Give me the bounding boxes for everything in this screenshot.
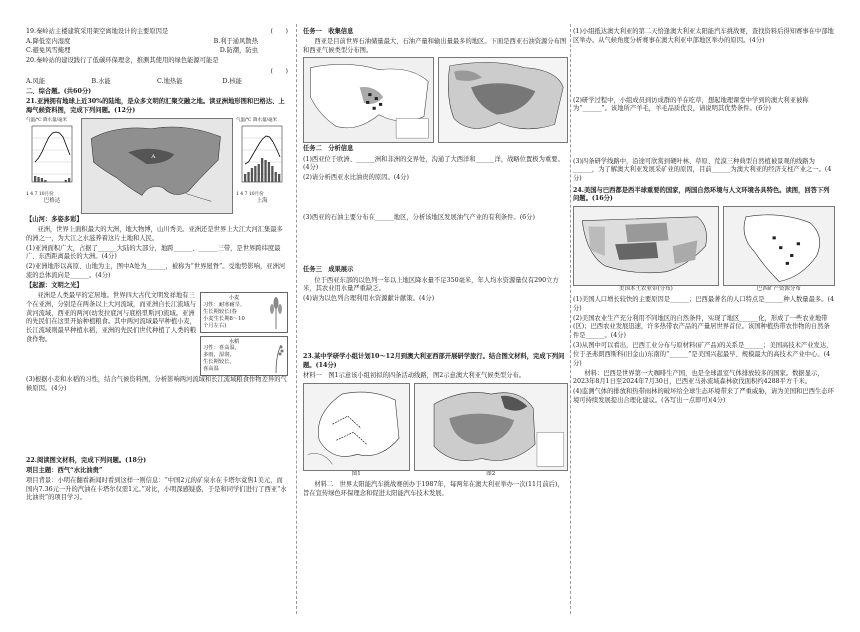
option-c: C.避免风雪掩埋 [26, 46, 71, 54]
q24-sub3: (3)从图中可以看出，巴西工业分布与原材料(矿产品)的关系是______；美国高技术产业发达，位于圣弗朗西斯科(旧金山)东南的“______”是美国兴起最早、规模最大的高技术产业中心。(4分) [573, 342, 833, 367]
svg-text:A: A [151, 154, 156, 160]
q23-material2: 材料二 世界太阳能汽车挑战赛创办于1987年，每两年在澳大利亚举办一次(11月前后)，旨在宣传绿色环保理念和促进太阳能汽车技术发展。 [303, 480, 564, 497]
q19-stem: 19.秦岭站主楼建筑采用架空离地设计的主要原因是 ( ) [26, 28, 288, 35]
column-divider-2 [570, 24, 571, 614]
option-b: B.利于通风散热 [213, 38, 258, 46]
option-a: A.降低室内湿度 [26, 38, 71, 46]
column-middle [303, 28, 568, 632]
q20-options: A.风能 B.水能 C.地热能 D.核能 [26, 77, 242, 85]
option-d: D.防潮，防虫 [219, 46, 258, 54]
task2-q1: (1)西亚位于欧洲、______洲和非洲的交界处，沟通了大西洋和______洋，战略位置极为重要。(4分) [303, 155, 564, 172]
usa-agri-map: 美国本土农业带(分布) [573, 206, 719, 294]
answer-space-task2-2 [303, 184, 568, 214]
q21-stem: 21.亚洲拥有地球上近30%的陆地，是众多文明的汇聚交融之地。读亚洲地形图和巴格达、上海气候资料图，完成下列问题。(12分) [26, 98, 285, 115]
brazil-mineral-map: 巴西矿产资源分布 [723, 206, 835, 294]
asia-terrain-map [81, 118, 233, 214]
wheat-card: 小麦 习性：耐寒耐旱， 生长期较长(春 小麦生长期8～10 个月左右) [200, 292, 288, 332]
part1-text: 亚洲，世界上面积最大的大洲，地大物博，山川秀美。亚洲还是世界上大江大河汇集最多的洲之一，为大江之水滋养着这片土地和人民。 [26, 225, 283, 242]
q24-material: 材料：巴西是世界第一大咖啡生产国，也是全球温室气体排放较多的国家。数据显示，2023年8月1日至2024年7月30日，巴西亚马孙流域森林砍伐面积约4288平方千米。 [573, 369, 824, 386]
west-asia-climate-map [438, 57, 569, 143]
q19-options-2 [26, 47, 288, 56]
rice-icon [267, 339, 285, 373]
part2-text: 亚洲是人类最早的定居地。世界四大古代文明发祥地有三个在亚洲，分别是在两条以上大河流域，而亚洲自长江流域与黄河流域，西亚的两河(幼发拉底河与底格里斯河)流域。亚洲的先民们在这里开始种植粮食。其中两河流域最早种植小麦，长江流域则最早种植水稻，亚洲的先民们世代种植了人类的粮食作物。 [26, 292, 197, 343]
q21-sub3: (3)根据小麦和水稻的习性，结合气候资料图，分析影响两河流域和长江流域粮食作物差异的气候原因。(4分) [26, 375, 287, 392]
task3-q4: (4)请为以色列合理利用水资源献计献策。(4分) [303, 295, 435, 303]
part2-block [26, 292, 288, 376]
q21-sub1: (1)亚洲面积广大，占据了______大陆的大部分，地跨______、______三带，是世界跨纬度最广、东西距离最长的大洲。(4分) [26, 244, 281, 261]
q22-background: 项目背景：小明在翻看新闻时看到这样一则信息：“中国2元的矿泉水在卡塔尔竟售1美元，而国内7.36元一升的汽油在卡塔尔仅需1元。”对比，小明深感疑惑，于是和同学们进行了西亚“水比油贵”的项目学习。 [26, 476, 287, 502]
wheat-icon [267, 295, 285, 329]
fig1-routes: 图1 [303, 383, 410, 479]
task3-title: 任务三 成果展示 [303, 266, 354, 274]
task1-text: 西亚是目前世界石油储量最大，石油产量和输出量最多的地区。下面是西亚石油资源分布图和西亚气候类型分布图。 [303, 38, 567, 54]
baghdad-climate-chart: 气温/℃ 降水量/毫米 1 4 7 10月份 巴格达 [26, 118, 78, 214]
q20-stem: 20.秦岭站的建设践行了低碳环保理念，推测其使用的绿色能源可能是 [26, 57, 219, 65]
q21-sub2: (2)亚洲地形以高原、山地为主，图中A处为______，被称为“世界屋脊”。受地势影响，亚洲河流的总体流向是______。(4分) [26, 263, 286, 280]
section-2-title: 二、综合题。(共60分) [26, 88, 92, 96]
q23-stem: 23.某中学研学小组计划10～12月到澳大利亚西部开展研学旅行。结合图文材料，完成下列问题。(14分) [303, 353, 565, 370]
q24-stem: 24.美国与巴西都是西半球重要的国家，两国自然环境与人文环境各具特色。读图，回答下列问题。(16分) [573, 186, 830, 203]
q24-sub1: (1)美国人口增长较快的主要原因是______；巴西最著名的人口特点是______种人数量最多。(4分) [573, 295, 834, 312]
q23-sub2: (2)研学过程中，小组成员到访成群的羊在吃草，想起地理课堂中学到的澳大利亚被称为“______”。该地所产羊毛，羊毛品质优良，请说明其优势条件。(6分) [573, 96, 809, 113]
task2-title: 任务二 分析信息 [303, 145, 354, 153]
answer-space-23-2 [573, 116, 835, 158]
q20-paren: ( ) [270, 67, 288, 75]
q22-stem: 22.阅读图文材料，完成下列问题。(18分) [26, 456, 147, 464]
answer-space-task3 [303, 305, 568, 353]
asia-figure [26, 118, 288, 214]
q22-theme: 项目主题：西气“水比油贵” [26, 466, 103, 474]
q24-sub2: (2)美国农业生产充分利用不同地区的自然条件，实现了地区______化，形成了一些农业地带(区)；巴西农业发展迅速，许多热带农产品的产量居世界首位。该国种植热带农作物的自然条件是______。(4分) [573, 314, 830, 340]
q23-sub3: (3)四条研学线路中，沿途可欣赏到硬叶林、草原、荒漠三种典型自然植被景观的线路为______，为了解澳大利亚发展采矿业的原因，目前______为澳大利亚的经济支柱产业之一。(4分) [573, 157, 832, 182]
usa-brazil-maps [573, 206, 835, 294]
q23-material1: 材料一 图1示意该小组初拟的四条活动线路，图2示意澳大利亚气候类型分布。 [303, 372, 526, 380]
answer-space-23-1 [573, 47, 835, 97]
task2-q2: (2)请分析西亚水比油贵的原因。(4分) [303, 174, 409, 182]
task2-q3: (3)西亚的石油主要分布在______地区，分析该地区发展油气产业的有利条件。(6分) [303, 214, 535, 222]
west-asia-oil-map [303, 57, 434, 143]
answer-space-task2-3 [303, 224, 568, 266]
column-divider-1 [296, 24, 297, 614]
part2-title: 【起源：文明之光】 [26, 282, 83, 290]
shanghai-climate-chart: 气温/℃ 降水量/毫米 1 4 7 10月份 上海 [236, 118, 288, 214]
task1-title: 任务一 收集信息 [303, 28, 354, 35]
part1-title: 【山河：多姿多彩】 [26, 215, 83, 223]
west-asia-maps [303, 57, 568, 143]
task3-text: 位于西亚东部的以色列一年以上地区降水量不足350毫米，年人均水资源量仅有290立方米，其农业用水量严重缺乏。 [303, 276, 559, 293]
australia-maps [303, 383, 568, 479]
q19-options [26, 38, 288, 47]
fig2-climate: 图2 [414, 383, 568, 479]
answer-space-21 [26, 395, 288, 457]
rice-card: 水稻 习性：喜高温， 多雨，湿润， 生长期较长， 喜高温 [200, 336, 288, 376]
q24-sub4: (4)监测气体的排放和热带雨林的破坏给全球生态环境带来了严重威胁，请为美国和巴西生态环境可持续发展提出合理化建议。(各写出一点即可)(4分) [573, 388, 834, 405]
q23-sub1: (1)小组抵达澳大利亚的第二天恰逢澳大利亚太阳能汽车挑战赛，查找资料后得知赛事在中部地区举办。从气候角度分析赛事在澳大利亚中部地区举办的原因。(4分) [573, 28, 834, 44]
column-left [26, 28, 288, 632]
column-right [573, 28, 835, 632]
crop-cards [200, 292, 288, 376]
